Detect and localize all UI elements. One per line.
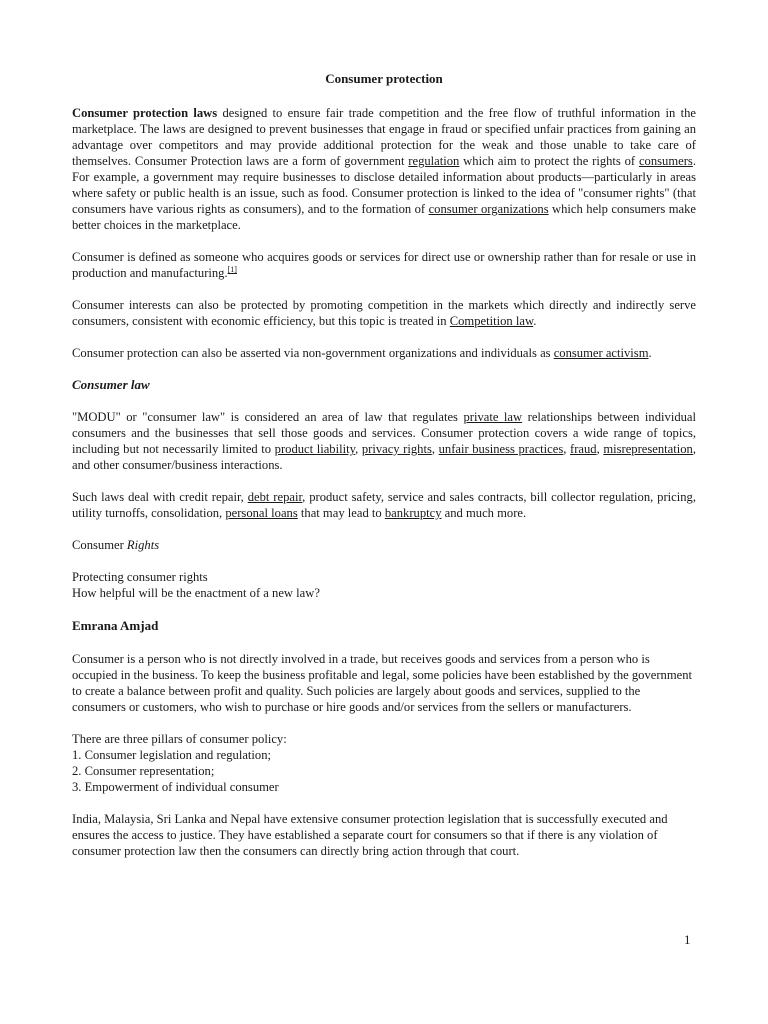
document-body — [72, 70, 696, 875]
consumer-law-heading: Consumer law — [72, 377, 150, 392]
pillars-intro: There are three pillars of consumer policy: — [72, 732, 287, 746]
laws-scope-paragraph: Such laws deal with credit repair, debt repair, product safety, service and sales contracts, bill collector regulation, pricing, utility turnoffs, consolidation, personal loans that may lead to bankruptcy and much more. — [72, 490, 696, 520]
link-consumers[interactable]: consumers — [638, 154, 693, 168]
question-item: Protecting consumer rights — [72, 570, 208, 584]
competition-paragraph: Consumer interests can also be protected by promoting competition in the markets which directly and indirectly serve consumers, consistent with economic efficiency, but this topic is treated in Competition law. — [72, 298, 696, 328]
document-title: Consumer protection — [325, 71, 443, 86]
link-regulation[interactable]: regulation — [408, 154, 460, 168]
consumer-person-paragraph: Consumer is a person who is not directly involved in a trade, but receives goods and services from a person who is occupied in the business. To keep the business profitable and legal, some policies have been established by the government to create a balance between profit and quality. Such policies are largely about goods and services, supplied to the consumers or customers, who wish to purchase or hire goods and/or services from the sellers or manufacturers. — [72, 652, 693, 714]
consumer-rights-line: Consumer Rights — [72, 538, 160, 552]
list-item: 1. Consumer legislation and regulation; — [72, 748, 272, 762]
link-privacy-rights[interactable]: privacy rights — [361, 442, 432, 456]
link-personal-loans[interactable]: personal loans — [225, 506, 298, 520]
list-item: 2. Consumer representation; — [72, 764, 215, 778]
page-number: 1 — [684, 932, 691, 947]
pillars-list — [72, 731, 696, 795]
questions-list — [72, 569, 696, 601]
link-competition-law[interactable]: Competition law — [449, 314, 534, 328]
link-misrepresentation[interactable]: misrepresentation — [603, 442, 693, 456]
consumer-definition-paragraph: Consumer is defined as someone who acquires goods or services for direct use or ownership rather than for resale or use in production and manufacturing.[1] — [72, 250, 696, 280]
intro-paragraph: Consumer protection laws designed to ensure fair trade competition and the free flow of truthful information in the marketplace. The laws are designed to prevent businesses that engage in fraud or specified unfair practices from gaining an advantage over competitors and may provide additional protection for the weak and those unable to take care of themselves. Consumer Protection laws are a form of government regulation which aim to protect the rights of consumers. For example, a government may require businesses to disclose detailed information about products—particularly in areas where safety or public health is an issue, such as food. Consumer protection is linked to the idea of "consumer rights" (that consumers have various rights as consumers), and to the formation of consumer organizations which help consumers make better choices in the marketplace. — [72, 106, 696, 232]
link-bankruptcy[interactable]: bankruptcy — [384, 506, 442, 520]
link-debt-repair[interactable]: debt repair — [247, 490, 303, 504]
link-product-liability[interactable]: product liability — [274, 442, 356, 456]
question-item: How helpful will be the enactment of a new law? — [72, 586, 320, 600]
south-asia-paragraph: India, Malaysia, Sri Lanka and Nepal have extensive consumer protection legislation that is successfully executed and ensures the access to justice. They have established a separate court for consumers so that if there is any violation of consumer protection law then the consumers can directly bring action through that court. — [72, 812, 668, 858]
link-private-law[interactable]: private law — [463, 410, 523, 424]
author-name: Emrana Amjad — [72, 618, 159, 633]
link-fraud[interactable]: fraud — [570, 442, 597, 456]
link-unfair-business-practices[interactable]: unfair business practices — [438, 442, 564, 456]
list-item: 3. Empowerment of individual consumer — [72, 780, 279, 794]
footnote-link-1[interactable]: [1] — [227, 264, 237, 274]
activism-paragraph: Consumer protection can also be asserted via non-government organizations and individuals as consumer activism. — [72, 346, 652, 360]
consumer-law-paragraph: "MODU" or "consumer law" is considered an area of law that regulates private law relationships between individual consumers and the businesses that sell those goods and services. Consumer protection covers a wide range of topics, including but not necessarily limited to product liability, privacy rights, unfair business practices, fraud, misrepresentation, and other consumer/business interactions. — [72, 410, 697, 472]
link-consumer-organizations[interactable]: consumer organizations — [428, 202, 549, 216]
lead-term: Consumer protection laws — [72, 106, 218, 120]
link-consumer-activism[interactable]: consumer activism — [553, 346, 649, 360]
